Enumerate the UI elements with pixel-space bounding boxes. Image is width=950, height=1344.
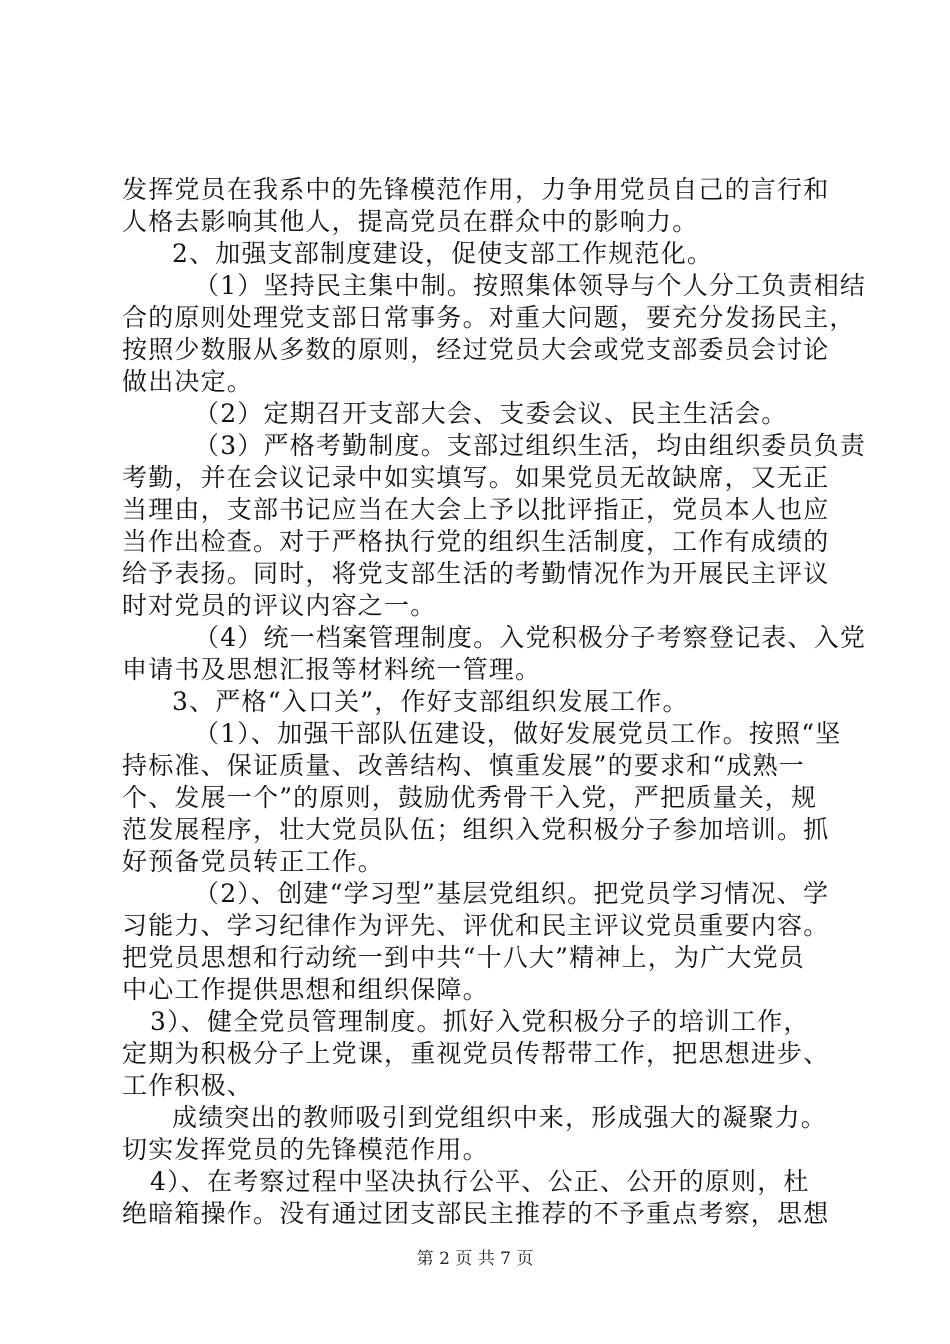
- text-line: 4）、在考察过程中坚决执行公平、公正、公开的原则，杜: [150, 1167, 810, 1196]
- text-line: 申请书及思想汇报等材料统一管理。: [122, 655, 542, 684]
- text-line: （3）严格考勤制度。支部过组织生活，均由组织委员负责: [194, 431, 867, 460]
- text-line: （2）定期召开支部大会、支委会议、民主生活会。: [194, 399, 788, 428]
- text-line: 当理由，支部书记应当在大会上予以批评指正，党员本人也应: [122, 495, 830, 524]
- text-line: 给予表扬。同时，将党支部生活的考勤情况作为开展民主评议: [122, 559, 830, 588]
- text-line: 个、发展一个”的原则，鼓励优秀骨干入党，严把质量关，规: [122, 783, 818, 812]
- text-line: （1）坚持民主集中制。按照集体领导与个人分工负责相结: [194, 271, 867, 300]
- text-line: （2）、创建“学习型”基层党组织。把党员学习情况、学: [194, 879, 830, 908]
- page-footer: [0, 1244, 950, 1269]
- text-line: 2、加强支部制度建设，促使支部工作规范化。: [172, 239, 714, 268]
- text-line: 习能力、学习纪律作为评先、评优和民主评议党员重要内容。: [122, 911, 830, 940]
- text-line: 切实发挥党员的先锋模范作用。: [122, 1135, 489, 1164]
- text-line: 好预备党员转正工作。: [122, 847, 385, 876]
- text-line: 当作出检查。对于严格执行党的组织生活制度，工作有成绩的: [122, 527, 830, 556]
- text-line: 按照少数服从多数的原则，经过党员大会或党支部委员会讨论: [122, 335, 830, 364]
- document-body: [122, 174, 867, 1230]
- text-line: 范发展程序，壮大党员队伍；组织入党积极分子参加培训。抓: [122, 815, 830, 844]
- text-line: 定期为积极分子上党课，重视党员传帮带工作，把思想进步、: [122, 1039, 830, 1068]
- text-line: 成绩突出的教师吸引到党组织中来，形成强大的凝聚力。: [172, 1103, 828, 1132]
- text-line: （1）、加强干部队伍建设，做好发展党员工作。按照“坚: [194, 719, 842, 748]
- text-line: 3）、健全党员管理制度。抓好入党积极分子的培训工作，: [150, 1007, 810, 1036]
- text-line: 持标准、保证质量、改善结构、慎重发展”的要求和“成熟一: [122, 751, 805, 780]
- text-line: 3、严格“入口关”，作好支部组织发展工作。: [172, 687, 689, 716]
- text-line: 做出决定。: [122, 367, 254, 396]
- text-line: 工作积极、: [122, 1071, 254, 1100]
- text-line: 把党员思想和行动统一到中共“十八大”精神上，为广大党员: [122, 943, 805, 972]
- text-line: 考勤，并在会议记录中如实填写。如果党员无故缺席，又无正: [122, 463, 830, 492]
- text-line: （4）统一档案管理制度。入党积极分子考察登记表、入党: [194, 623, 867, 652]
- page-number-label: 第 2 页 共 7 页: [416, 1249, 534, 1269]
- text-line: 绝暗箱操作。没有通过团支部民主推荐的不予重点考察，思想: [122, 1199, 830, 1228]
- text-line: 人格去影响其他人，提高党员在群众中的影响力。: [122, 207, 699, 236]
- text-line: 时对党员的评议内容之一。: [122, 591, 437, 620]
- text-line: 合的原则处理党支部日常事务。对重大问题，要充分发扬民主，: [122, 303, 856, 332]
- text-line: 中心工作提供思想和组织保障。: [122, 975, 489, 1004]
- text-line: 发挥党员在我系中的先锋模范作用，力争用党员自己的言行和: [122, 175, 830, 204]
